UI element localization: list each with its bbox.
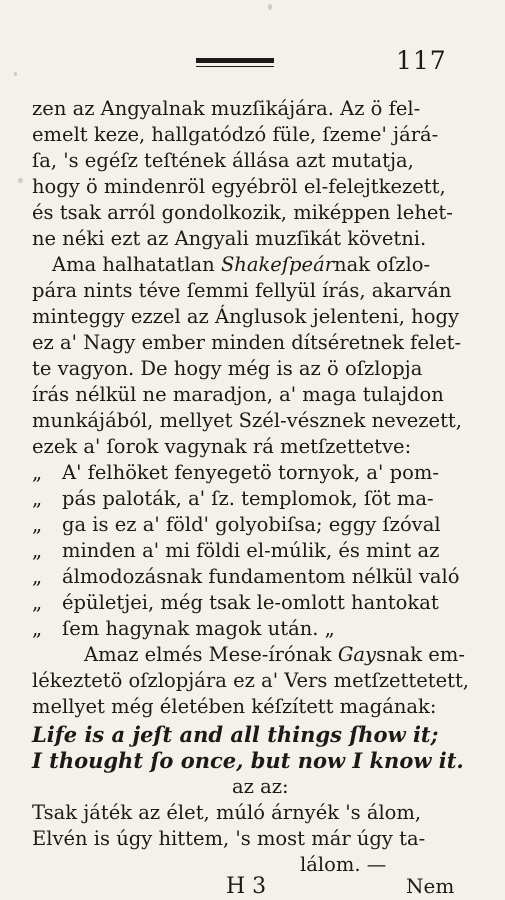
- text-segment: Ama halhatatlan: [52, 253, 215, 276]
- verse-line: [0, 616, 472, 641]
- verse-quote: „: [32, 487, 43, 510]
- text-line: zen az Angyalnak muzſikájára. Az ö fel-: [32, 97, 421, 120]
- verse-text: A' felhöket fenyegetö tornyok, a' pom-: [62, 461, 439, 484]
- paper-speck: [268, 4, 272, 10]
- verse-quote: „: [32, 539, 43, 562]
- text-line: hogy ö mindenröl egyébröl el-felejtkezett,: [32, 175, 446, 198]
- verse-line: [0, 486, 472, 511]
- verse-line: [0, 590, 472, 615]
- text-line-translation-intro: az az:: [232, 775, 289, 798]
- text-line: ez a' Nagy ember minden dítséretnek felet-: [32, 331, 462, 354]
- verse-text: ſem hagynak magok után. „: [62, 617, 335, 640]
- catchword: Nem: [406, 874, 455, 898]
- text-segment: Amaz elmés Mese-írónak: [84, 643, 332, 666]
- name-gay: Gay: [337, 643, 377, 666]
- text-line: Tsak játék az élet, múló árnyék 's álom,: [32, 801, 422, 824]
- name-shakespeare: Shakeſpeár: [220, 253, 335, 276]
- text-line: ne néki ezt az Angyali muzſikát követni.: [32, 227, 427, 250]
- page-number: 117: [396, 46, 447, 75]
- paper-speck: [18, 178, 23, 183]
- text-line: ezek a' ſorok vagynak rá metſzettetve:: [32, 435, 412, 458]
- text-line-gay: [0, 642, 505, 667]
- text-line: lékeztetö oſzlopjára ez a' Vers metſzettetett,: [32, 669, 469, 692]
- text-line: mellyet még életében kéſzített magának:: [32, 695, 437, 718]
- verse-quote: „: [32, 461, 43, 484]
- text-line: minteggy ezzel az Ánglusok jelenteni, hogy: [32, 305, 459, 328]
- text-line: írás nélkül ne maradjon, a' maga tulajdon: [32, 383, 444, 406]
- verse-line: [0, 512, 472, 537]
- text-line: munkájából, mellyet Szél-vésznek nevezett,: [32, 409, 462, 432]
- header-rule: [196, 58, 274, 67]
- text-line-shakespeare: [0, 252, 505, 277]
- verse-line: [0, 460, 472, 485]
- english-verse-line: I thought ſo once, but now I know it.: [32, 748, 464, 773]
- text-line: te vagyon. De hogy még is az ö oſzlopja: [32, 357, 423, 380]
- text-line: emelt keze, hallgatódzó füle, ſzeme' járá-: [32, 123, 439, 146]
- verse-quote: „: [32, 565, 43, 588]
- verse-text: ga is ez a' föld' golyobiſsa; eggy ſzóval: [62, 513, 441, 536]
- verse-line: [0, 538, 472, 563]
- text-line: pára nints téve ſemmi fellyül írás, akarván: [32, 279, 452, 302]
- verse-line: [0, 564, 472, 589]
- text-line: lálom. —: [300, 853, 387, 876]
- paper-speck: [14, 72, 17, 76]
- verse-quote: „: [32, 617, 43, 640]
- verse-text: épületjei, még tsak le-omlott hantokat: [62, 591, 439, 614]
- signature-mark: H 3: [226, 874, 267, 899]
- verse-quote: „: [32, 591, 43, 614]
- verse-quote: „: [32, 513, 43, 536]
- text-line: és tsak arról gondolkozik, miképpen lehet-: [32, 201, 453, 224]
- text-segment: snak em-: [376, 643, 465, 666]
- text-line: ſa, 's egéſz teſtének állása azt mutatja,: [32, 149, 414, 172]
- verse-text: álmodozásnak fundamentom nélkül való: [62, 565, 460, 588]
- verse-text: minden a' mi földi el-múlik, és mint az: [62, 539, 440, 562]
- english-verse-line: Life is a jeſt and all things ſhow it;: [32, 722, 439, 747]
- verse-text: pás paloták, a' ſz. templomok, ſöt ma-: [62, 487, 434, 510]
- text-line: Elvén is úgy hittem, 's most már úgy ta-: [32, 827, 426, 850]
- text-segment: nak oſzlo-: [334, 253, 431, 276]
